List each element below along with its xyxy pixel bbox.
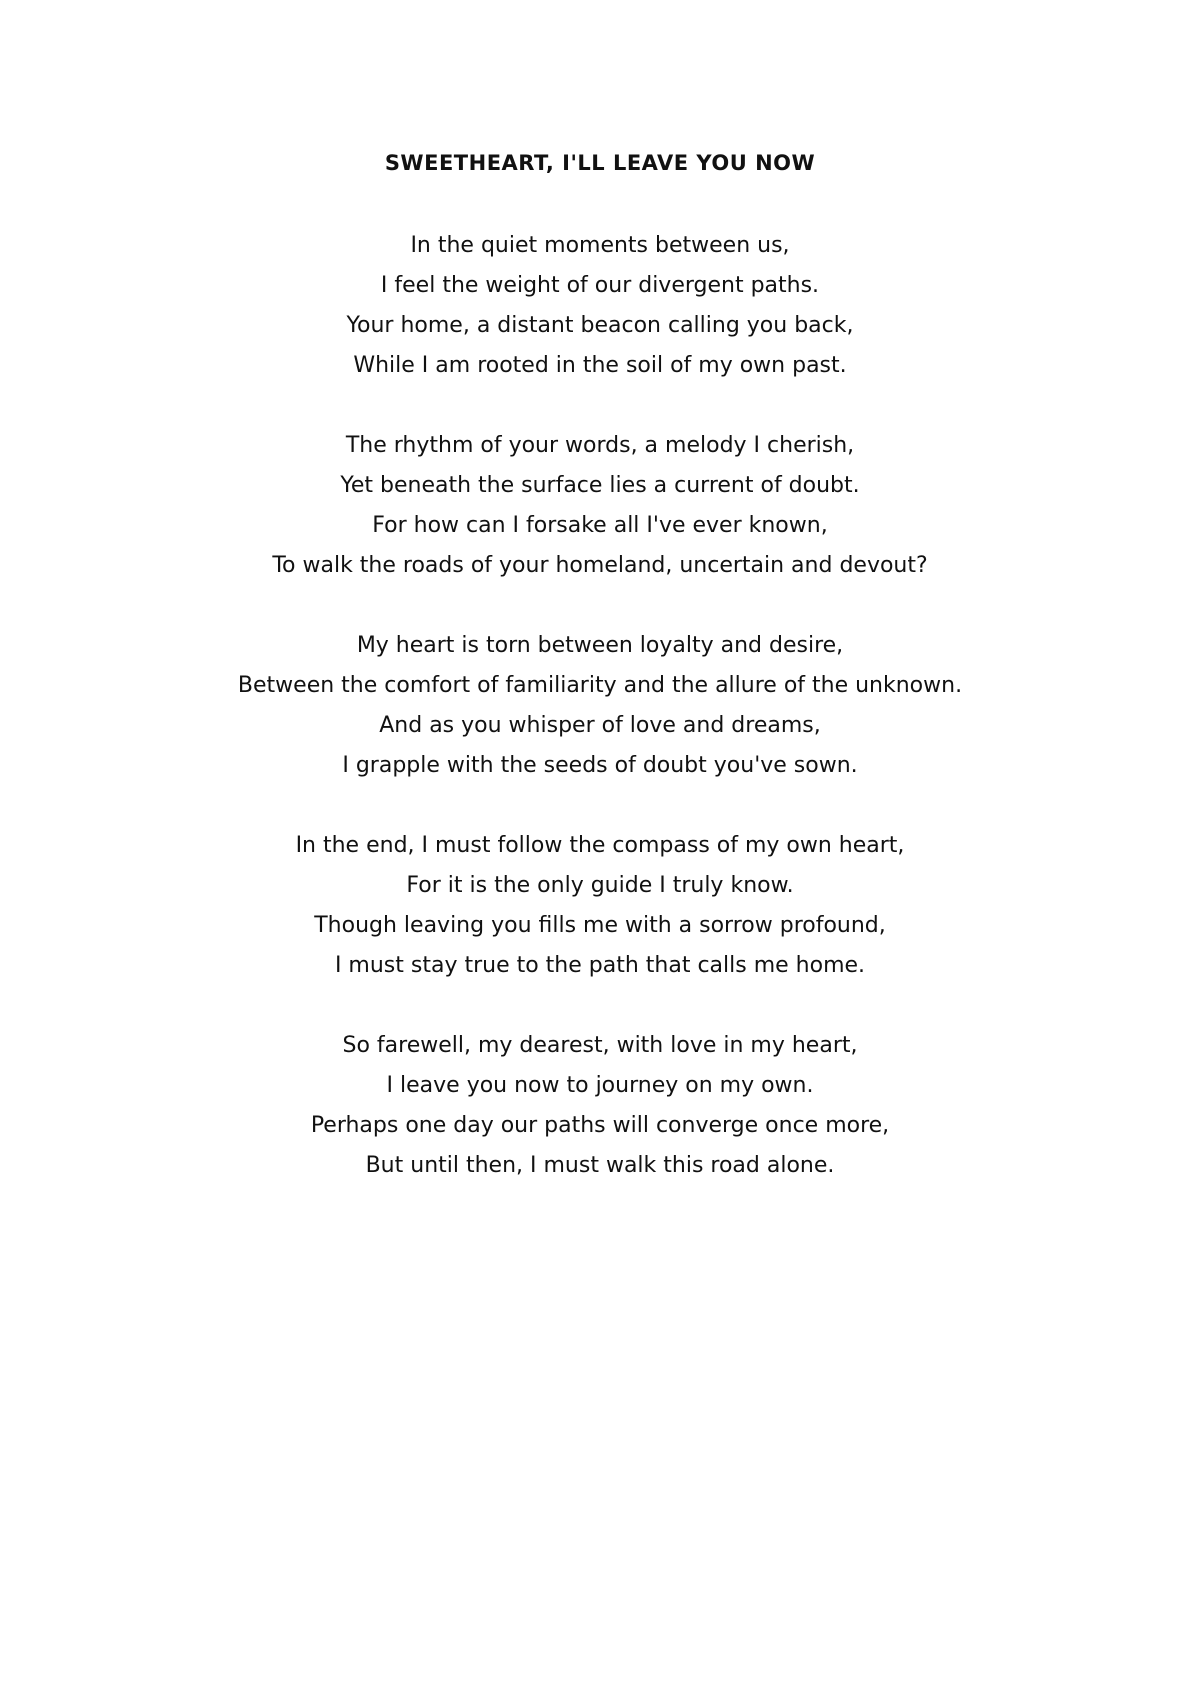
poem-line: I grapple with the seeds of doubt you've sown. [342,753,858,778]
stanza-1 [0,226,1200,386]
stanza-5 [0,1026,1200,1186]
poem-line: Between the comfort of familiarity and the allure of the unknown. [237,673,963,698]
poem-body [0,226,1200,1186]
poem-line: Yet beneath the surface lies a current of doubt. [340,473,860,498]
poem-line: My heart is torn between loyalty and desire, [356,633,844,658]
poem-line: While I am rooted in the soil of my own past. [353,353,847,378]
poem-title: SWEETHEART, I'LL LEAVE YOU NOW [384,151,816,175]
poem [0,148,1200,1226]
poem-line: But until then, I must walk this road alone. [365,1153,835,1178]
poem-line: In the quiet moments between us, [410,233,790,258]
poem-line: In the end, I must follow the compass of my own heart, [295,833,905,858]
poem-line: I leave you now to journey on my own. [386,1073,814,1098]
poem-line: Perhaps one day our paths will converge once more, [310,1113,890,1138]
poem-line: Your home, a distant beacon calling you back, [346,313,854,338]
poem-line: The rhythm of your words, a melody I cherish, [345,433,855,458]
poem-line: To walk the roads of your homeland, uncertain and devout? [272,553,928,578]
poem-line: And as you whisper of love and dreams, [379,713,821,738]
poem-line: Though leaving you fills me with a sorrow profound, [314,913,886,938]
stanza-3 [0,626,1200,786]
poem-line: For it is the only guide I truly know. [406,873,794,898]
stanza-4 [0,826,1200,986]
poem-line: I must stay true to the path that calls me home. [334,953,866,978]
poem-line: For how can I forsake all I've ever known, [372,513,828,538]
stanza-2 [0,426,1200,586]
poem-line: I feel the weight of our divergent paths. [380,273,820,298]
poem-line: So farewell, my dearest, with love in my heart, [342,1033,858,1058]
